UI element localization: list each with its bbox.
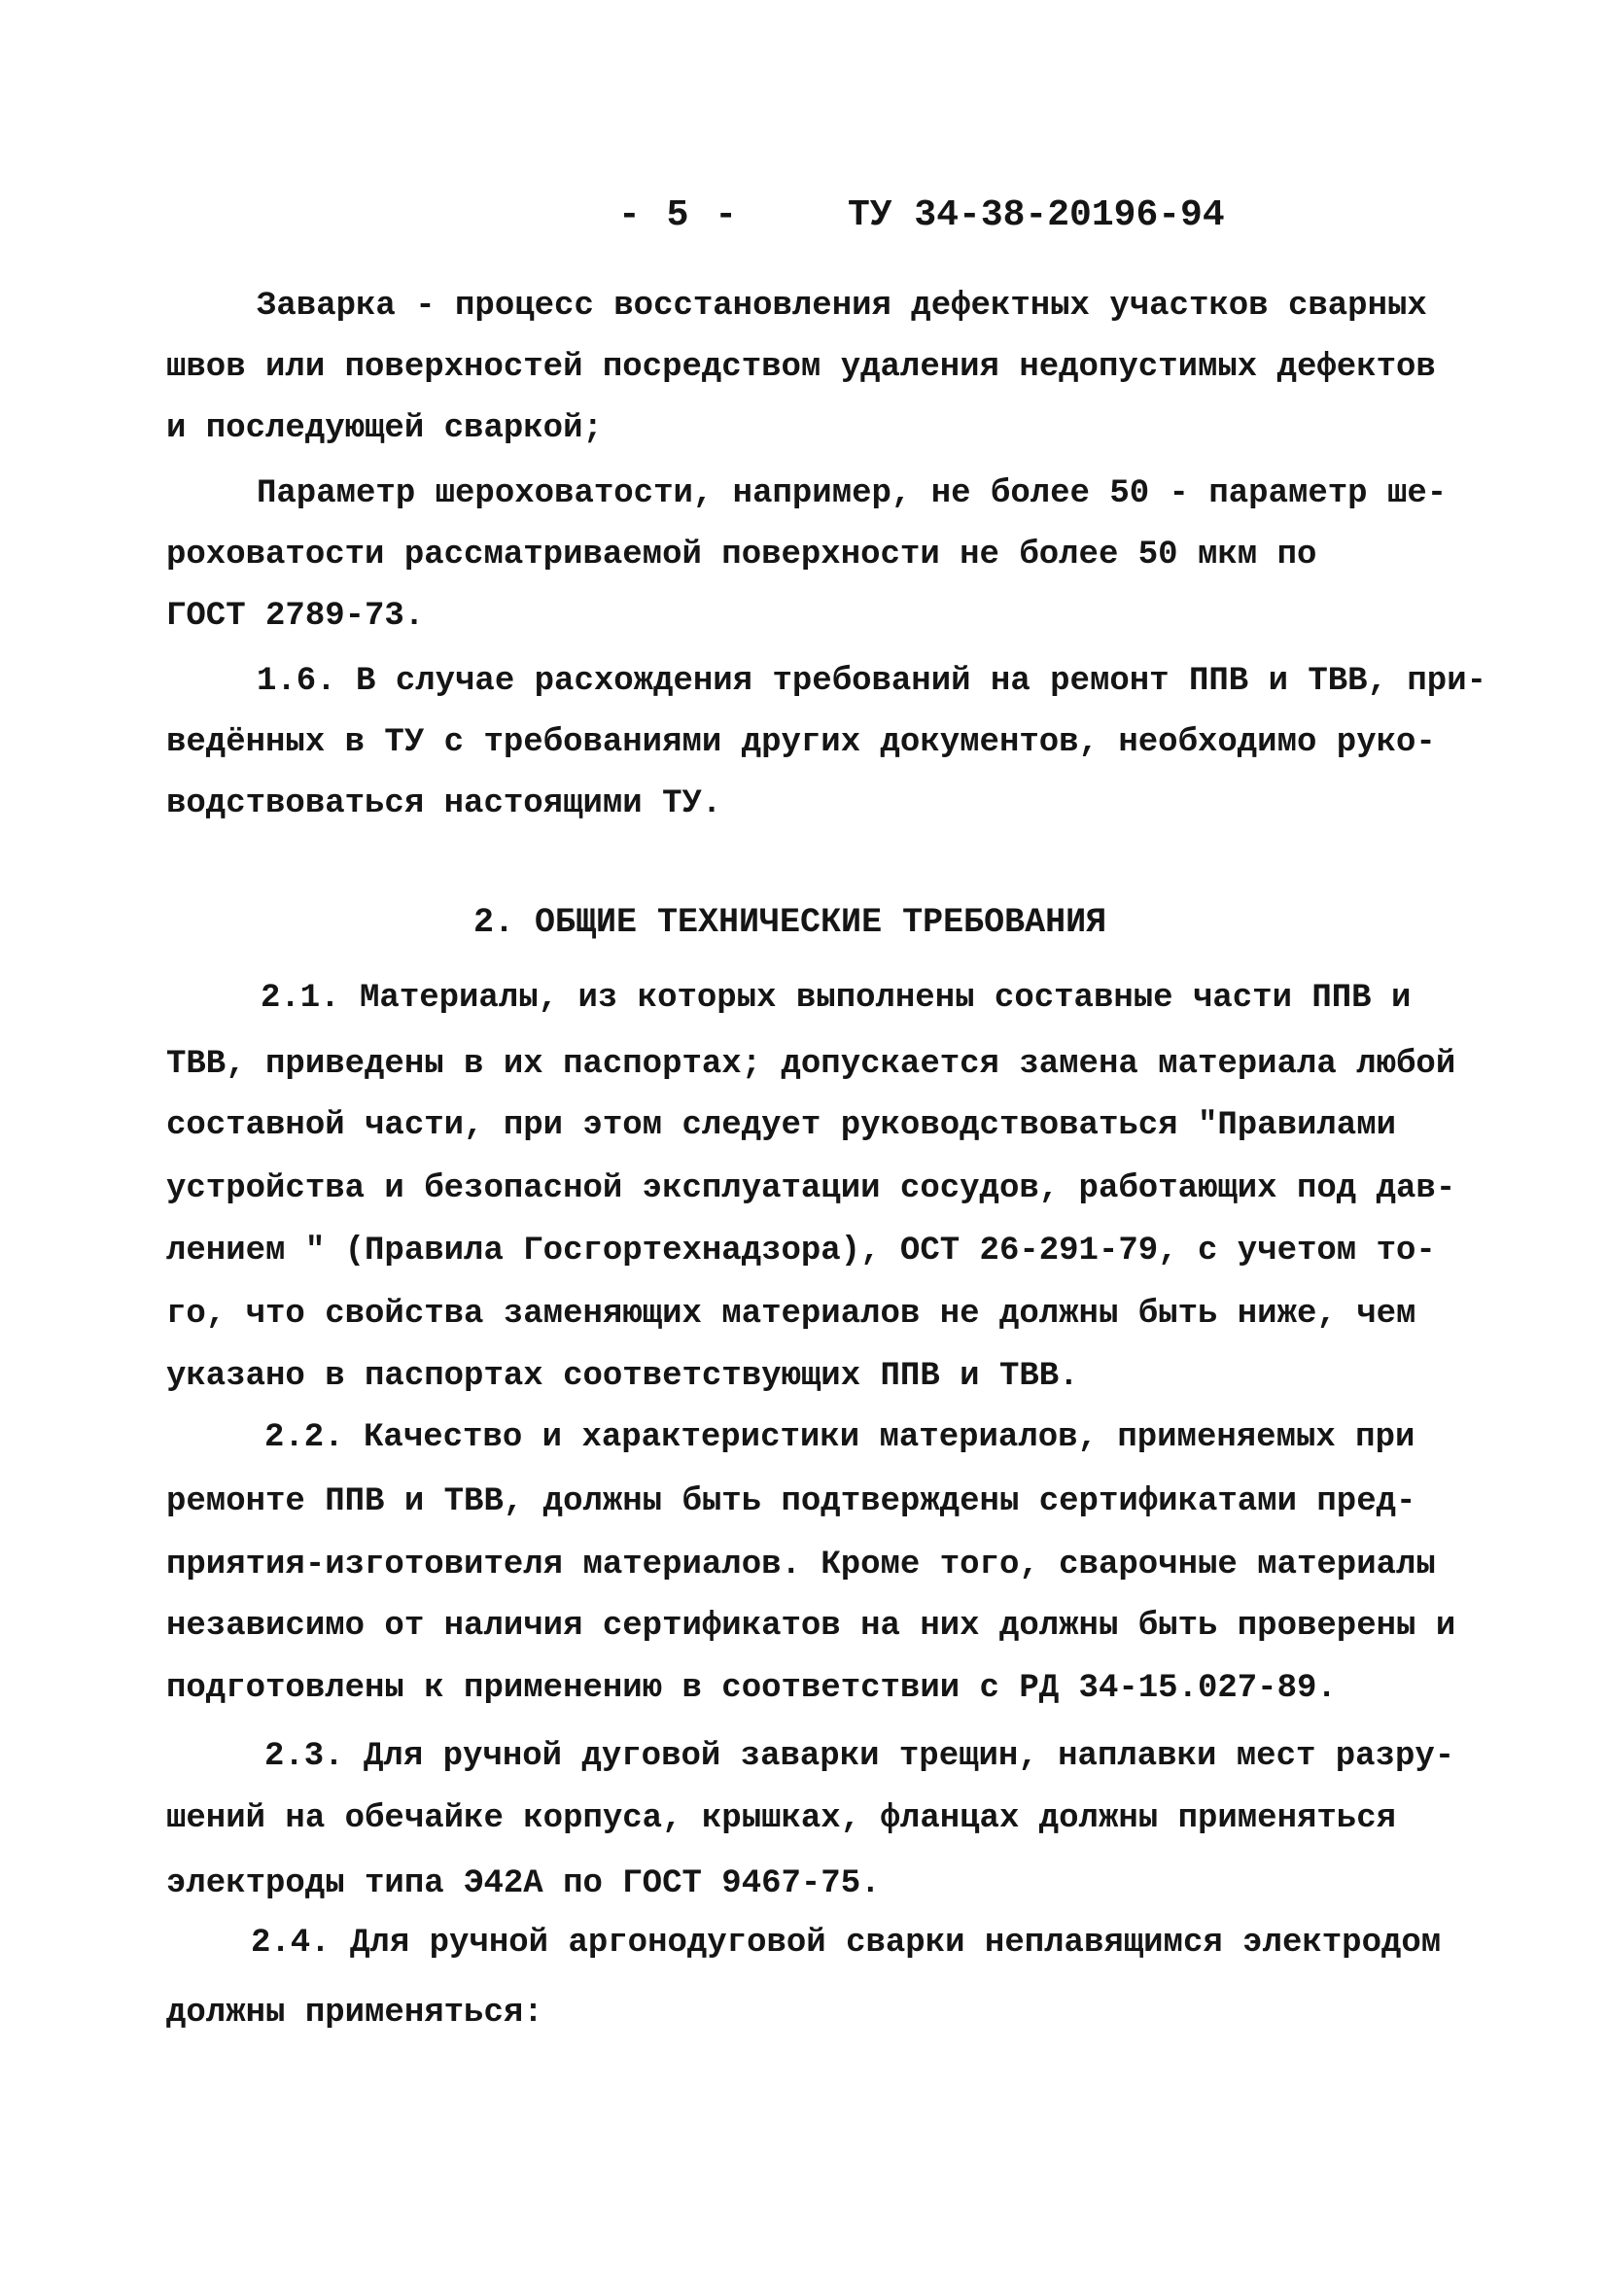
text-line: указано в паспортах соответствующих ППВ и ТВВ. <box>166 1358 1079 1395</box>
text-line: подготовлены к применению в соответствии с РД 34-15.027-89. <box>166 1670 1337 1707</box>
text-line: ГОСТ 2789-73. <box>166 598 425 635</box>
text-line: 1.6. В случае расхождения требований на ремонт ППВ и ТВВ, при- <box>257 663 1487 700</box>
text-line: го, что свойства заменяющих материалов не должны быть ниже, чем <box>166 1296 1416 1333</box>
text-line: роховатости рассматриваемой поверхности не более 50 мкм по <box>166 537 1317 574</box>
text-line: и последующей сваркой; <box>166 410 603 447</box>
page-number: - 5 - <box>618 194 740 236</box>
text-line: 2.3. Для ручной дуговой заварки трещин, наплавки мест разру- <box>264 1738 1455 1775</box>
document-code: ТУ 34-38-20196-94 <box>848 194 1225 236</box>
text-line: ведённых в ТУ с требованиями других документов, необходимо руко- <box>166 724 1436 761</box>
text-line: должны применяться: <box>166 1995 543 2032</box>
text-line: Заварка - процесс восстановления дефектных участков сварных <box>257 288 1427 325</box>
text-line: Параметр шероховатости, например, не более 50 - параметр ше- <box>257 475 1448 512</box>
text-line: электроды типа Э42А по ГОСТ 9467-75. <box>166 1865 881 1902</box>
text-line: швов или поверхностей посредством удаления недопустимых дефектов <box>166 349 1436 386</box>
text-line: устройства и безопасной эксплуатации сосудов, работающих под дав- <box>166 1170 1456 1207</box>
section-heading: 2. ОБЩИЕ ТЕХНИЧЕСКИЕ ТРЕБОВАНИЯ <box>473 903 1107 942</box>
text-line: 2.4. Для ручной аргонодуговой сварки неплавящимся электродом <box>251 1925 1442 1962</box>
text-line: составной части, при этом следует руководствоваться "Правилами <box>166 1107 1397 1144</box>
text-line: водствоваться настоящими ТУ. <box>166 785 722 822</box>
text-line: ремонте ППВ и ТВВ, должны быть подтверждены сертификатами пред- <box>166 1483 1416 1520</box>
text-line: независимо от наличия сертификатов на них должны быть проверены и <box>166 1608 1456 1645</box>
text-line: приятия-изготовителя материалов. Кроме того, сварочные материалы <box>166 1547 1436 1583</box>
text-line: шений на обечайке корпуса, крышках, фланцах должны применяться <box>166 1800 1397 1837</box>
page-header <box>0 194 1607 253</box>
text-line: лением " (Правила Госгортехнадзора), ОСТ 26-291-79, с учетом то- <box>166 1233 1436 1270</box>
text-line: 2.2. Качество и характеристики материалов, применяемых при <box>264 1419 1415 1456</box>
text-line: ТВВ, приведены в их паспортах; допускается замена материала любой <box>166 1046 1456 1083</box>
text-line: 2.1. Материалы, из которых выполнены составные части ППВ и <box>261 980 1412 1017</box>
